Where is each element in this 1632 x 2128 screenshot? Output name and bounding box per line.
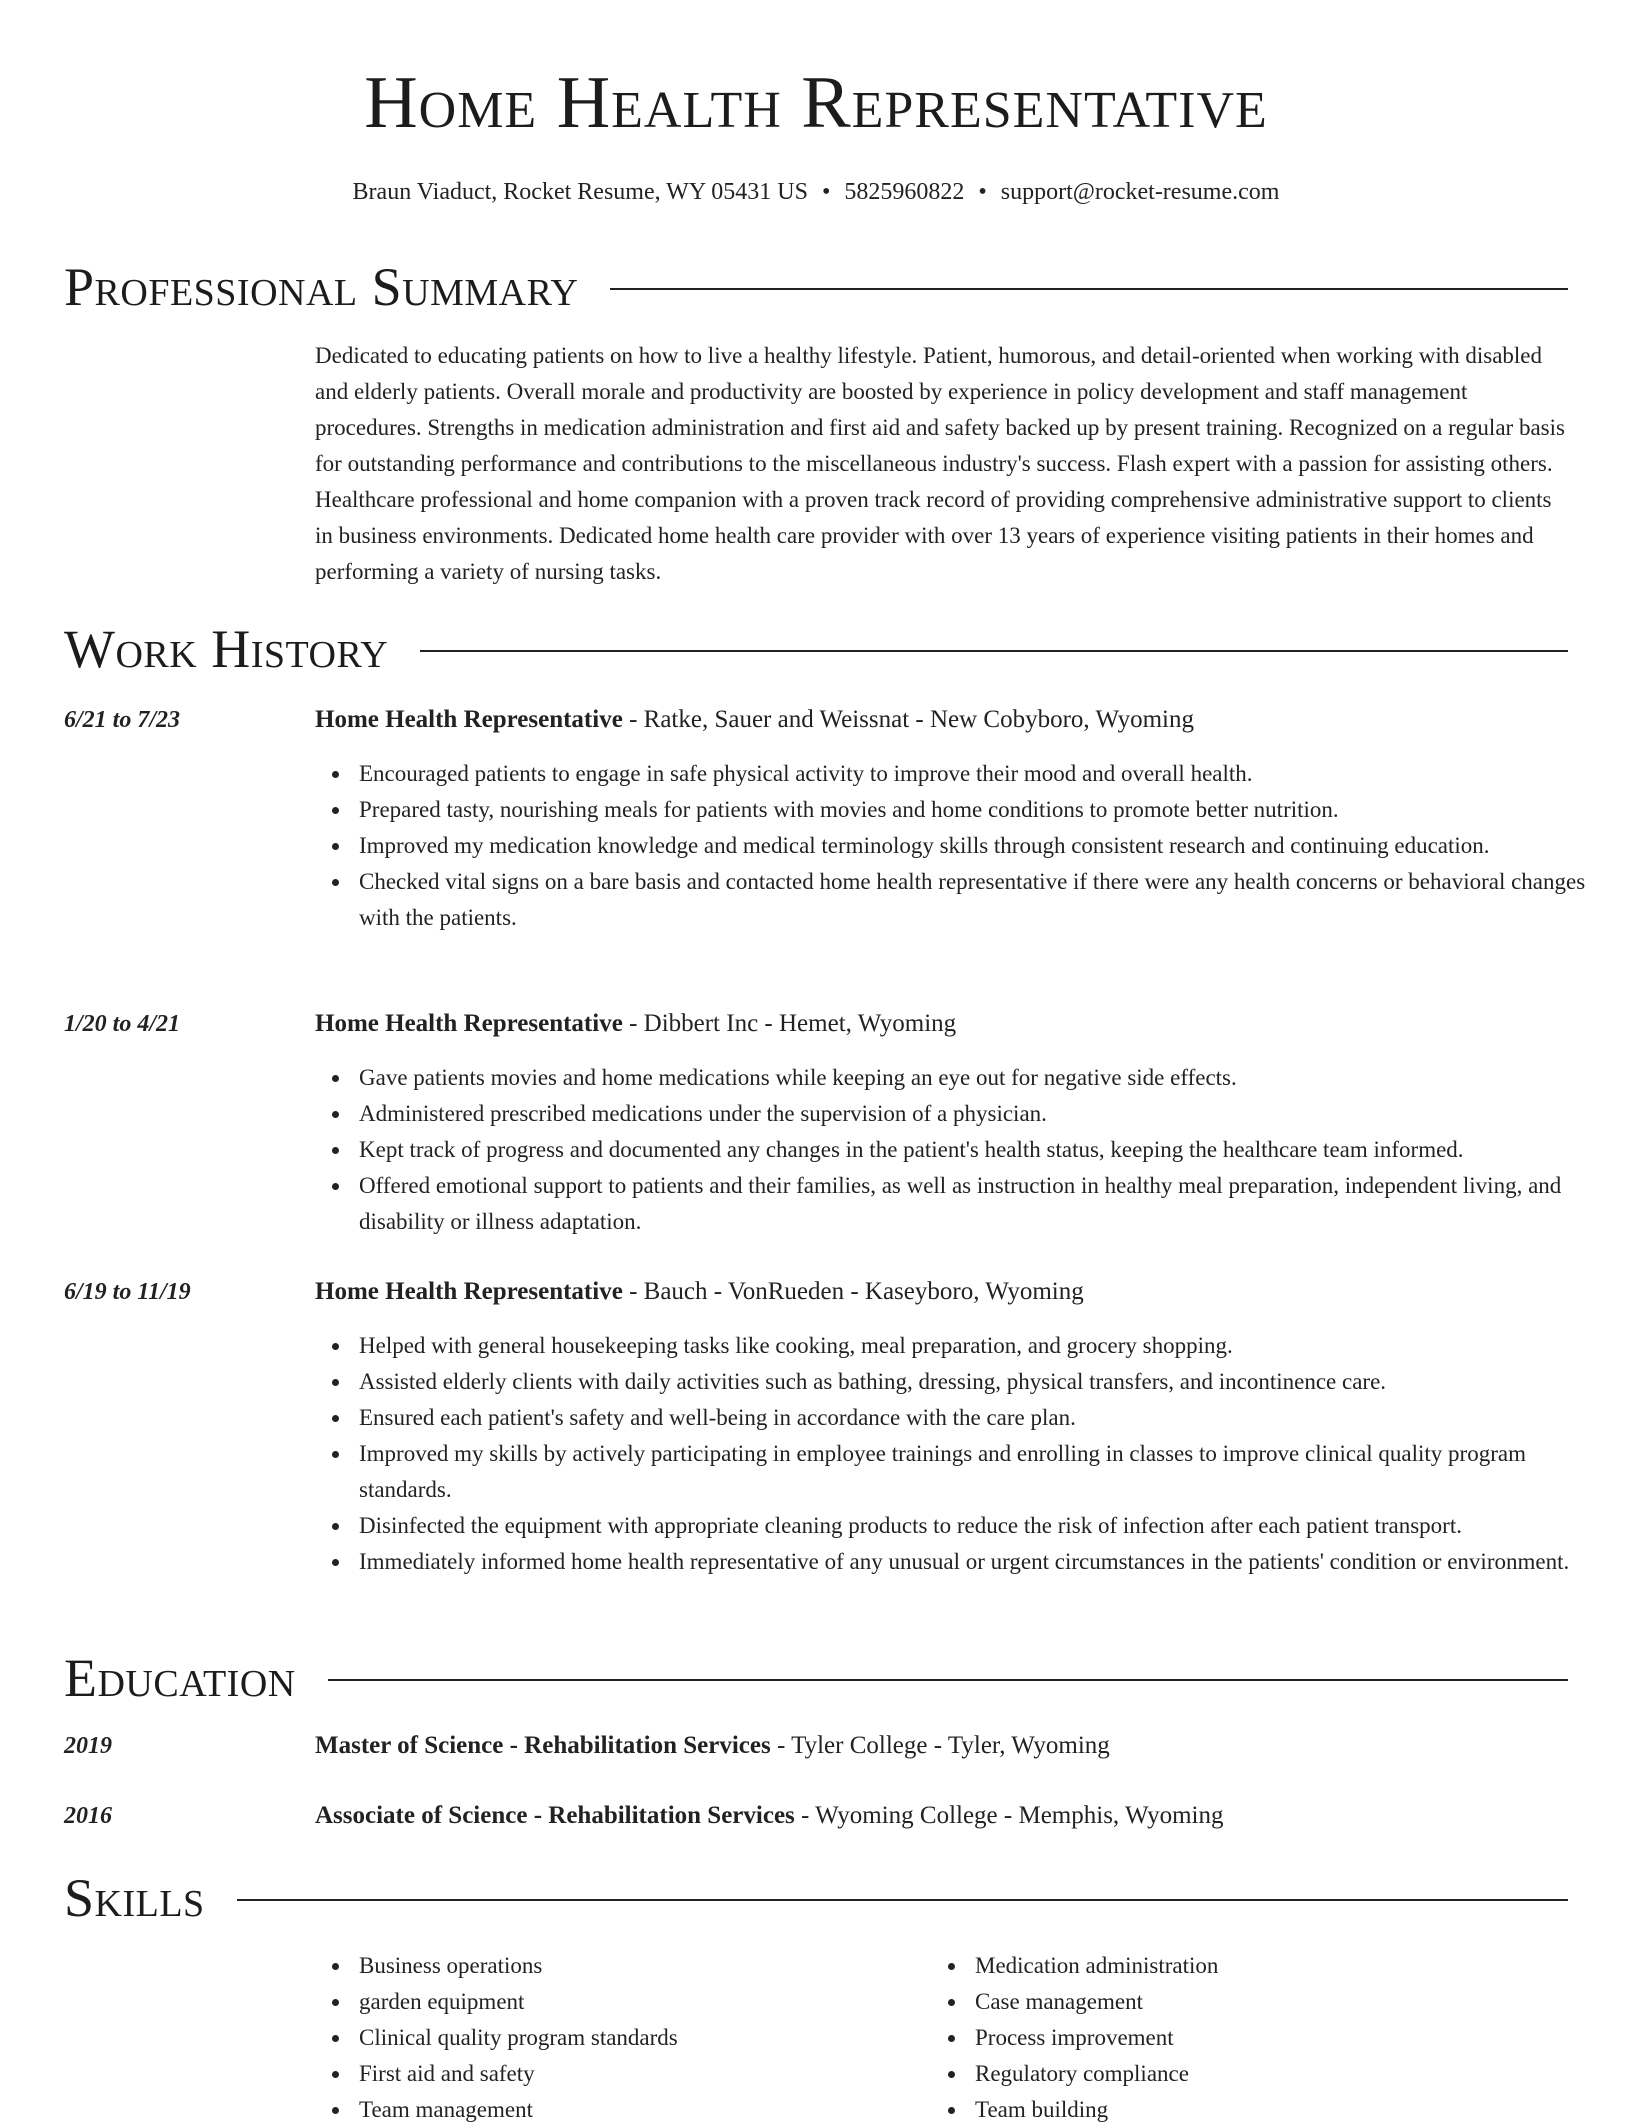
section-divider [420,650,1568,652]
education-school: - Wyoming College - Memphis, Wyoming [794,1802,1224,1829]
candidate-name: Home Health Representative [364,62,1268,144]
education-degree: Master of Science - Rehabilitation Services [315,1732,771,1759]
skills-list-left [315,1948,919,2128]
job-bullet: Improved my medication knowledge and medical terminology skills through consistent research and continuing education. [359,828,1615,864]
job-bullets [315,1060,1615,1240]
job-title: Home Health Representative [315,1278,623,1305]
contact-address: Braun Viaduct, Rocket Resume, WY 05431 US [352,179,808,205]
job-title-line [315,1274,1084,1310]
skill-item: Team management [359,2092,919,2128]
job-bullet: Improved my skills by actively participating in employee trainings and enrolling in classes to improve clinical quality program standards. [359,1436,1615,1508]
skill-item: Case management [975,1984,1535,2020]
contact-email[interactable]: support@rocket-resume.com [1000,179,1280,205]
job-employer: - Dibbert Inc - Hemet, Wyoming [622,1010,957,1037]
education-school: - Tyler College - Tyler, Wyoming [770,1732,1110,1759]
education-heading: Education [64,1648,296,1708]
skills-list-right [931,1948,1535,2128]
job-bullet: Ensured each patient's safety and well-being in accordance with the care plan. [359,1400,1615,1436]
job-title-line [315,1006,956,1042]
job-bullet: Checked vital signs on a bare basis and contacted home health representative if there were any health concerns or behavioral changes with the patients. [359,864,1615,936]
section-divider [328,1679,1568,1681]
education-section-header [64,1646,1568,1710]
job-employer: - Bauch - VonRueden - Kaseyboro, Wyoming [622,1278,1084,1305]
job-bullets [315,756,1615,936]
summary-text: Dedicated to educating patients on how to live a healthy lifestyle. Patient, humorous, and detail-oriented when working with disabled and elderly patients. Overall morale and productivity are boosted by experience in policy development and staff management procedures. Strengths in medication administration and first aid and safety backed up by present training. Recognized on a regular basis for outstanding performance and contributions to the miscellaneous industry's success. Flash expert with a passion for assisting others. Healthcare professional and home companion with a proven track record of providing comprehensive administrative support to clients in business environments. Dedicated home health care provider with over 13 years of experience visiting patients in their homes and performing a variety of nursing tasks. [315,343,1565,584]
job-employer: - Ratke, Sauer and Weissnat - New Cobyboro, Wyoming [622,706,1194,733]
job-dates: 6/21 to 7/23 [64,707,181,733]
job-bullets [315,1328,1615,1580]
contact-phone: 5825960822 [844,179,965,205]
job-bullet: Kept track of progress and documented any changes in the patient's health status, keeping the healthcare team informed. [359,1132,1615,1168]
section-divider [610,288,1568,290]
work-heading: Work History [64,619,389,679]
skill-item: garden equipment [359,1984,919,2020]
job-bullet: Encouraged patients to engage in safe physical activity to improve their mood and overall health. [359,756,1615,792]
job-title-line [315,702,1194,738]
job-title: Home Health Representative [315,1010,623,1037]
job-dates: 1/20 to 4/21 [64,1011,181,1037]
skill-item: Clinical quality program standards [359,2020,919,2056]
skill-item: Process improvement [975,2020,1535,2056]
job-title: Home Health Representative [315,706,623,733]
education-year: 2016 [64,1803,112,1829]
job-bullet: Offered emotional support to patients and their families, as well as instruction in healthy meal preparation, independent living, and disability or illness adaptation. [359,1168,1615,1240]
section-divider [237,1899,1568,1901]
summary-section-header [64,255,1568,319]
education-year: 2019 [64,1733,112,1759]
skills-heading: Skills [64,1868,205,1928]
contact-separator: • [821,179,831,205]
job-bullet: Prepared tasty, nourishing meals for patients with movies and home conditions to promote better nutrition. [359,792,1615,828]
summary-heading: Professional Summary [64,257,579,317]
skill-item: Team building [975,2092,1535,2128]
skill-item: Regulatory compliance [975,2056,1535,2092]
job-bullet: Helped with general housekeeping tasks like cooking, meal preparation, and grocery shopping. [359,1328,1615,1364]
contact-line [0,174,1632,210]
job-bullet: Assisted elderly clients with daily activities such as bathing, dressing, physical transfers, and incontinence care. [359,1364,1615,1400]
education-line [315,1798,1223,1834]
job-bullet: Disinfected the equipment with appropriate cleaning products to reduce the risk of infection after each patient transport. [359,1508,1615,1544]
skill-item: Medication administration [975,1948,1535,1984]
contact-separator: • [978,179,987,205]
education-degree: Associate of Science - Rehabilitation Services [315,1802,795,1829]
job-bullet: Immediately informed home health representative of any unusual or urgent circumstances in the patients' condition or environment. [359,1544,1615,1580]
job-bullet: Administered prescribed medications under the supervision of a physician. [359,1096,1615,1132]
job-dates: 6/19 to 11/19 [64,1279,191,1305]
skill-item: Business operations [359,1948,919,1984]
job-bullet: Gave patients movies and home medications while keeping an eye out for negative side effects. [359,1060,1615,1096]
skill-item: First aid and safety [359,2056,919,2092]
skills-section-header [64,1866,1568,1930]
work-section-header [64,617,1568,681]
education-line [315,1728,1110,1764]
